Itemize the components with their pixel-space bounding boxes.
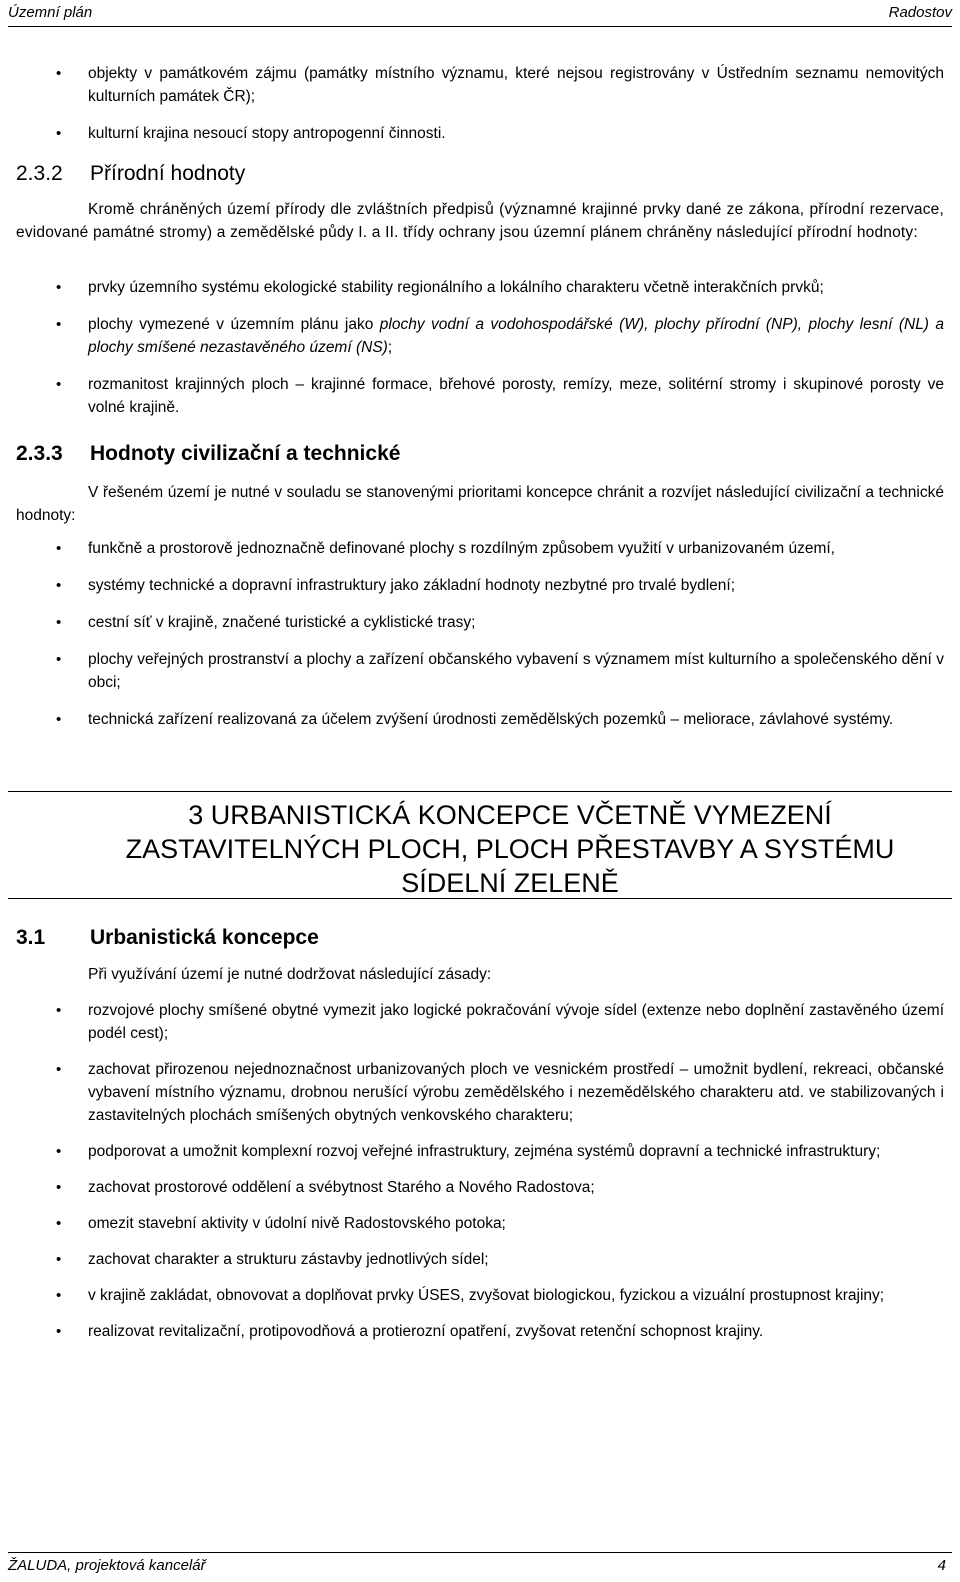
- list-item-italic-text: plochy vodní a vodohospodářské (W), plochy přírodní (NP), plochy lesní (NL) a plochy smíšené nezastavěného území (NS): [88, 316, 945, 356]
- list-item: • systémy technické a dopravní infrastruktury jako základní hodnoty nezbytné pro trvalé bydlení;: [16, 574, 944, 597]
- list-item: • rozmanitost krajinných ploch – krajinné formace, břehové porosty, remízy, meze, solitérní stromy i skupinové porosty ve volné krajině.: [16, 373, 944, 419]
- list-item-text: plochy vymezené v územním plánu jako: [88, 316, 380, 333]
- section-3-1: [16, 925, 944, 951]
- list-item: • kulturní krajina nesoucí stopy antropogenní činnosti.: [16, 122, 944, 145]
- list-item: • objekty v památkovém zájmu (památky místního významu, které nejsou registrovány v Ústředním seznamu nemovitých kulturních památek ČR);: [16, 62, 944, 108]
- section-heading: [16, 441, 944, 467]
- list-item: • prvky územního systému ekologické stability regionálního a lokálního charakteru včetně interakčních prvků;: [16, 276, 944, 299]
- section-heading: [16, 161, 944, 187]
- paragraph: Při využívání území je nutné dodržovat následující zásady:: [88, 966, 492, 983]
- section-2-3-3-intro: [16, 481, 944, 527]
- list-item: • zachovat charakter a strukturu zástavby jednotlivých sídel;: [16, 1248, 944, 1271]
- list-item: [16, 313, 944, 359]
- section-title: Hodnoty civilizační a technické: [90, 442, 401, 465]
- section-2-3-2-intro: [16, 198, 944, 244]
- section-number: 3.1: [16, 926, 46, 949]
- header-municipality: Radostov: [888, 4, 952, 21]
- list-item: • zachovat prostorové oddělení a svébytnost Starého a Nového Radostova;: [16, 1176, 944, 1199]
- section-2-3-2: [16, 161, 944, 187]
- list-item: • funkčně a prostorově jednoznačně definované plochy s rozdílným způsobem využití v urbanizovaném území,: [16, 537, 944, 560]
- page-footer: [8, 1552, 952, 1579]
- chapter-heading: [8, 791, 952, 899]
- section-title: Urbanistická koncepce: [90, 926, 319, 949]
- list-item: • realizovat revitalizační, protipovodňová a protierozní opatření, zvyšovat retenční schopnost krajiny.: [16, 1320, 944, 1343]
- page-header: [8, 2, 952, 27]
- paragraph: V řešeném území je nutné v souladu se stanovenými prioritami koncepce chránit a rozvíjet následující civilizační a technické hodnoty:: [16, 484, 944, 524]
- section-number: 2.3.3: [16, 442, 63, 465]
- section-number: 2.3.2: [16, 162, 63, 185]
- list-item-text: ;: [387, 339, 393, 356]
- section-title: Přírodní hodnoty: [90, 162, 246, 185]
- section-2-3-3-list: [16, 537, 944, 731]
- list-item: • rozvojové plochy smíšené obytné vymezit jako logické pokračování vývoje sídel (extenze nebo doplnění zastavěného území podél cest);: [16, 999, 944, 1045]
- chapter-title-line: 3 URBANISTICKÁ KONCEPCE VČETNĚ VYMEZENÍ: [188, 800, 832, 830]
- list-item: • v krajině zakládat, obnovovat a doplňovat prvky ÚSES, zvyšovat biologickou, fyzickou a vizuální prostupnost krajiny;: [16, 1284, 944, 1307]
- header-document-title: Územní plán: [8, 4, 93, 21]
- chapter-title-line: SÍDELNÍ ZELENĚ: [401, 868, 619, 898]
- list-item: • technická zařízení realizovaná za účelem zvýšení úrodnosti zemědělských pozemků – meliorace, závlahové systémy.: [16, 708, 944, 731]
- list-item: • plochy veřejných prostranství a plochy a zařízení občanského vybavení s významem míst kulturního a společenského dění v obci;: [16, 648, 944, 694]
- list-item: • zachovat přirozenou nejednoznačnost urbanizovaných ploch ve vesnickém prostředí – umožnit bydlení, rekreaci, občanské vybavení místního významu, drobnou nerušící výrobu zemědělského i nezemědělského charakteru atd. ve stabilizovaných i zastavitelných plochách smíšených obytných venkovského charakteru;: [16, 1058, 944, 1127]
- section-2-3-2-list: [16, 276, 944, 419]
- top-bullet-list: [16, 62, 944, 145]
- footer-author: ŽALUDA, projektová kancelář: [8, 1557, 206, 1574]
- list-item: • omezit stavební aktivity v údolní nivě Radostovského potoka;: [16, 1212, 944, 1235]
- section-3-1-list: [16, 999, 944, 1343]
- section-3-1-intro: [16, 963, 944, 986]
- section-heading: [16, 925, 944, 951]
- list-item: • cestní síť v krajině, značené turistické a cyklistické trasy;: [16, 611, 944, 634]
- list-item: • podporovat a umožnit komplexní rozvoj veřejné infrastruktury, zejména systémů dopravní a technické infrastruktury;: [16, 1140, 944, 1163]
- paragraph: Kromě chráněných území přírody dle zvláštních předpisů (významné krajinné prvky dané ze zákona, přírodní rezervace, evidované památné stromy) a zemědělské půdy I. a II. třídy ochrany jsou územní plánem chráněny následující přírodní hodnoty:: [16, 201, 944, 241]
- section-2-3-3: [16, 441, 944, 467]
- page-number: 4: [937, 1557, 946, 1574]
- chapter-title-line: ZASTAVITELNÝCH PLOCH, PLOCH PŘESTAVBY A SYSTÉMU: [125, 834, 895, 864]
